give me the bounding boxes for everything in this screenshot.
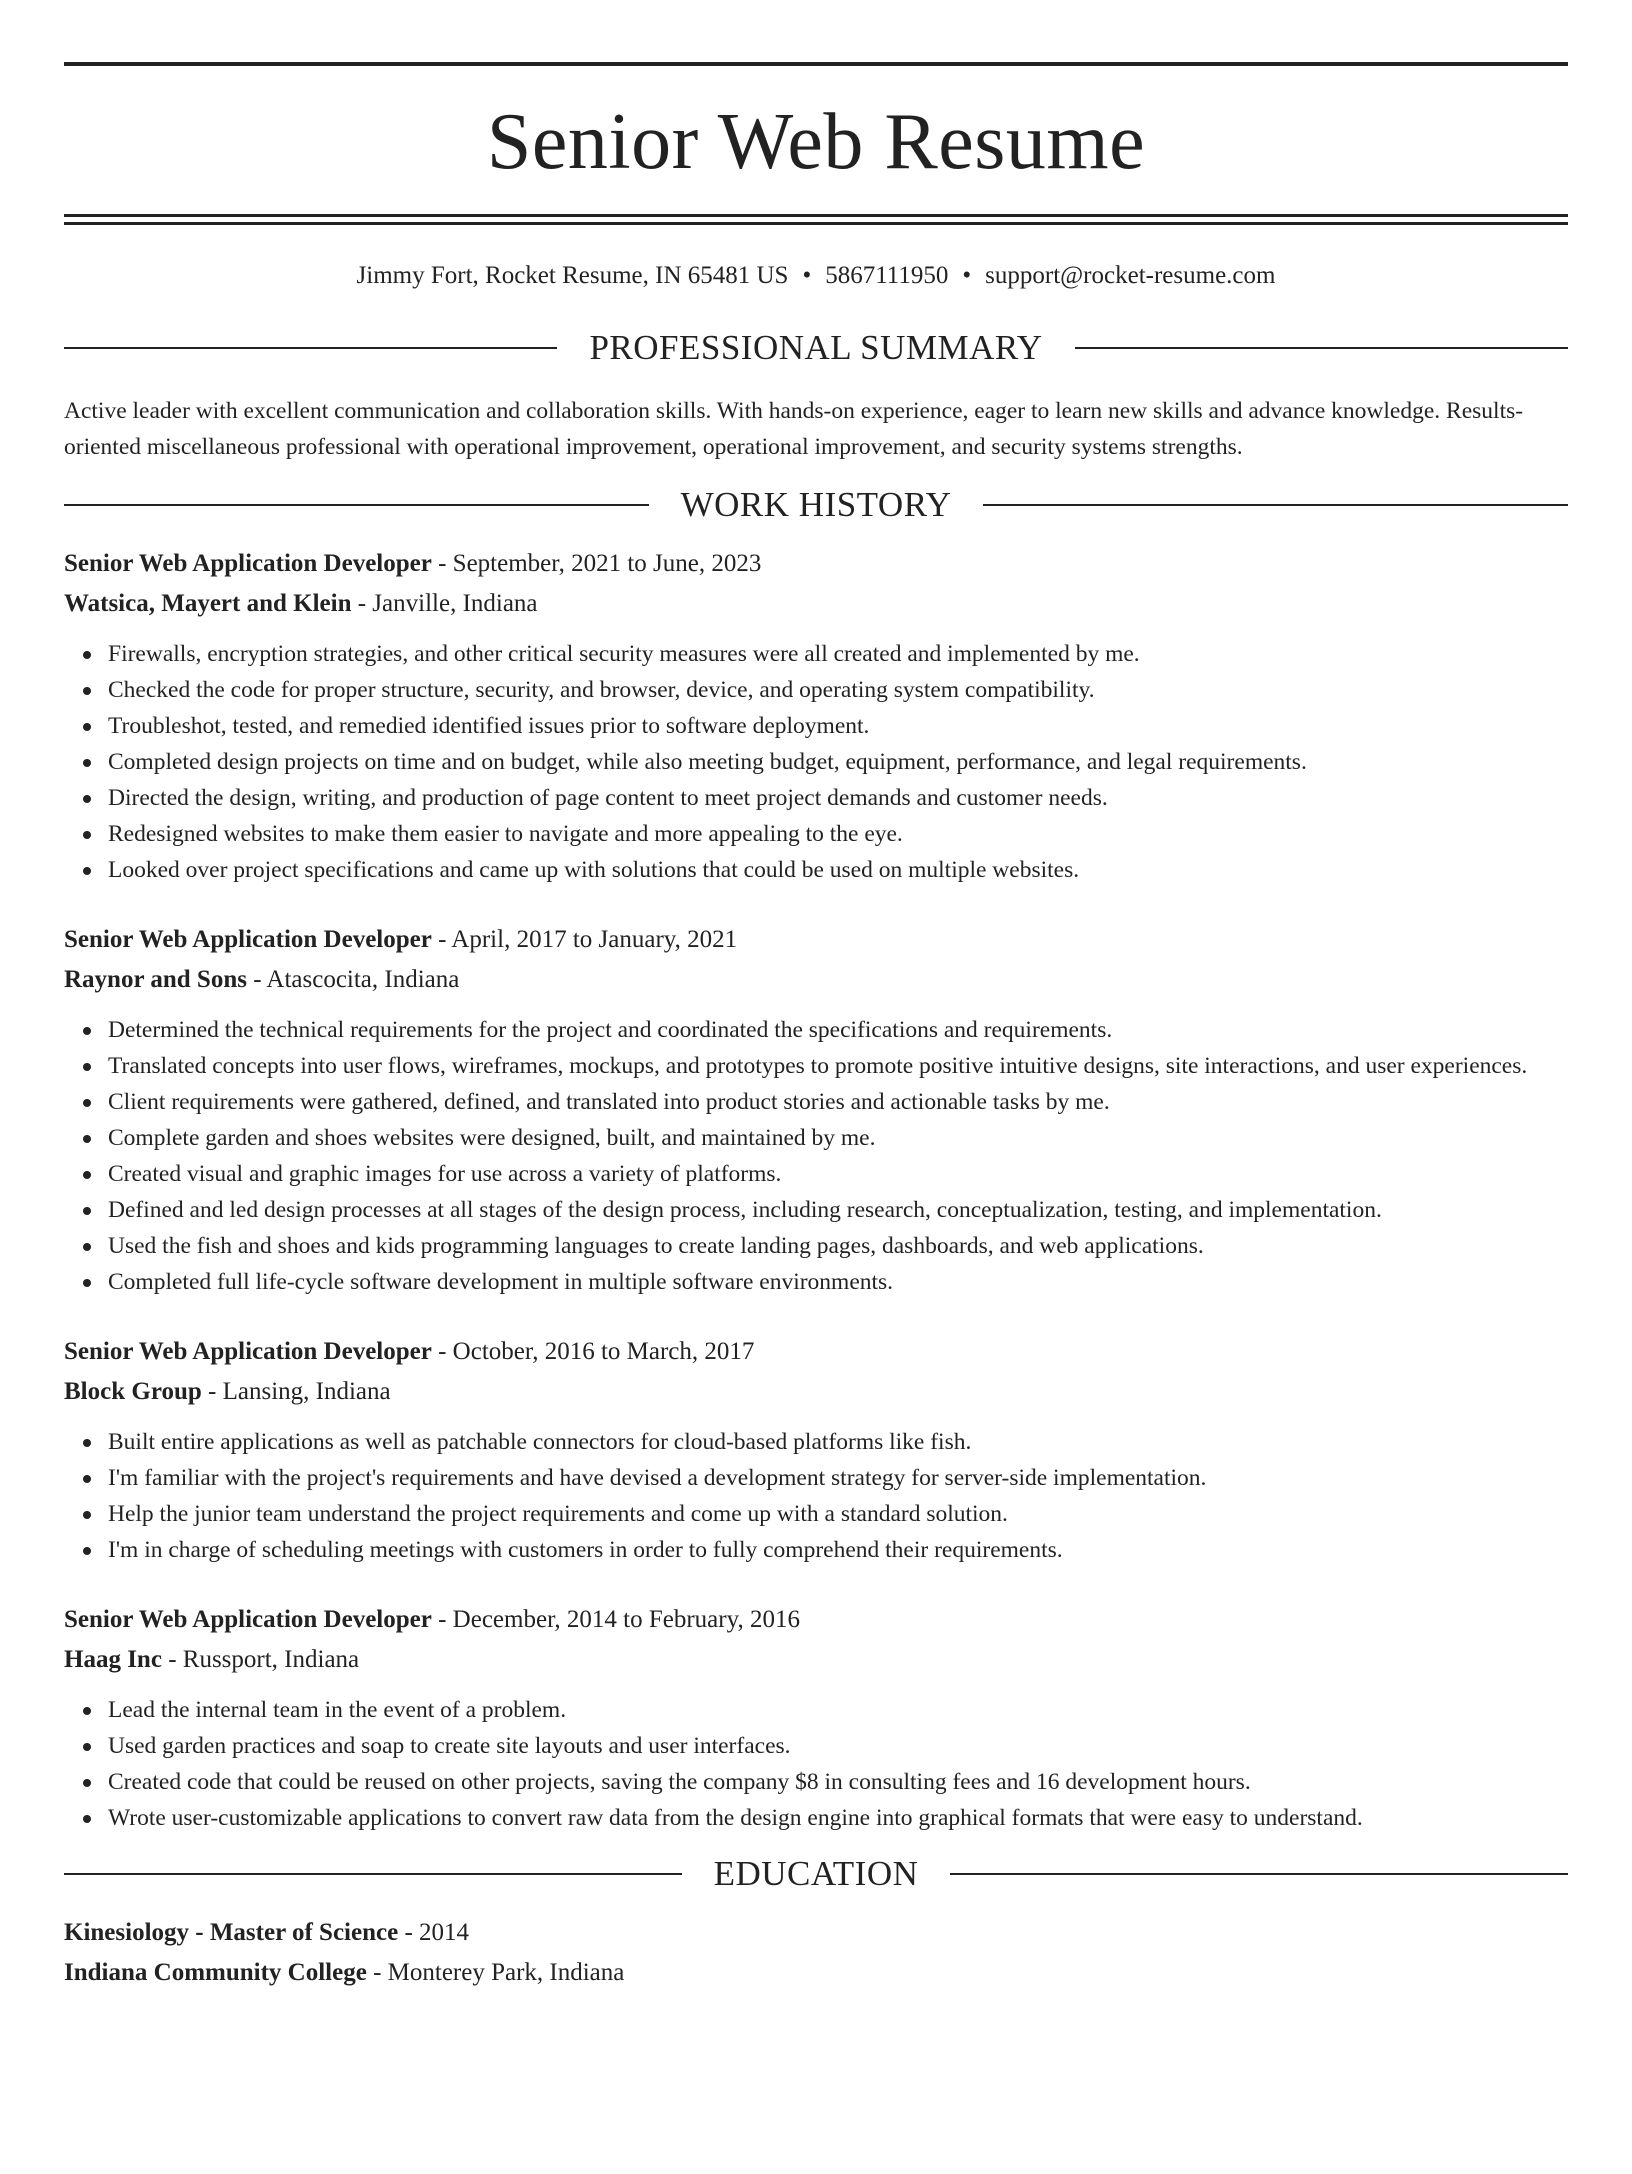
job-bullet: Created visual and graphic images for use across a variety of platforms. <box>108 1156 1568 1192</box>
degree-line <box>64 1913 1568 1953</box>
heading-rule-right <box>1075 347 1568 349</box>
job-bullet: Troubleshot, tested, and remedied identified issues prior to software deployment. <box>108 708 1568 744</box>
job-bullet: I'm in charge of scheduling meetings with customers in order to fully comprehend their requirements. <box>108 1532 1568 1568</box>
job-title: Senior Web Application Developer <box>64 1606 432 1633</box>
summary-heading-label: PROFESSIONAL SUMMARY <box>589 328 1043 367</box>
job-bullet: Wrote user-customizable applications to convert raw data from the design engine into graphical formats that were easy to understand. <box>108 1800 1568 1836</box>
job-title-line <box>64 1332 1568 1372</box>
job-bullet: I'm familiar with the project's requirements and have devised a development strategy for server-side implementation. <box>108 1460 1568 1496</box>
summary-heading <box>64 330 1568 365</box>
education-entry <box>64 1913 1568 1993</box>
heading-rule-left <box>64 504 649 506</box>
title-double-rule <box>64 214 1568 225</box>
job-bullet: Built entire applications as well as patchable connectors for cloud-based platforms like fish. <box>108 1424 1568 1460</box>
job-bullet: Checked the code for proper structure, security, and browser, device, and operating system compatibility. <box>108 672 1568 708</box>
heading-rule-right <box>950 1873 1568 1875</box>
job-bullet: Completed design projects on time and on budget, while also meeting budget, equipment, performance, and legal requirements. <box>108 744 1568 780</box>
job-bullet-list <box>64 1692 1568 1836</box>
job-bullet-list <box>64 1424 1568 1568</box>
company-location: - Atascocita, Indiana <box>246 966 460 993</box>
job-bullet-list <box>64 636 1568 888</box>
contact-email: support@rocket-resume.com <box>985 262 1276 289</box>
job-title: Senior Web Application Developer <box>64 926 432 953</box>
job-bullet: Lead the internal team in the event of a problem. <box>108 1692 1568 1728</box>
job-title: Senior Web Application Developer <box>64 550 432 577</box>
heading-rule-left <box>64 1873 682 1875</box>
company-location: - Lansing, Indiana <box>201 1378 391 1405</box>
resume-title: Senior Web Resume <box>486 98 1146 186</box>
education-heading-label: EDUCATION <box>713 1854 919 1893</box>
job-bullet: Translated concepts into user flows, wireframes, mockups, and prototypes to promote positive intuitive designs, site interactions, and user experiences. <box>108 1048 1568 1084</box>
school-line <box>64 1953 1568 1993</box>
job-entry <box>64 1332 1568 1568</box>
resume-page <box>0 62 1632 2174</box>
job-dates: - October, 2016 to March, 2017 <box>431 1338 755 1365</box>
job-bullet: Determined the technical requirements for the project and coordinated the specifications and requirements. <box>108 1012 1568 1048</box>
job-bullet: Complete garden and shoes websites were designed, built, and maintained by me. <box>108 1120 1568 1156</box>
job-bullet: Client requirements were gathered, defined, and translated into product stories and actionable tasks by me. <box>108 1084 1568 1120</box>
job-bullet: Used the fish and shoes and kids programming languages to create landing pages, dashboards, and web applications. <box>108 1228 1568 1264</box>
job-bullet: Directed the design, writing, and production of page content to meet project demands and customer needs. <box>108 780 1568 816</box>
company-line <box>64 1372 1568 1412</box>
job-title-line <box>64 920 1568 960</box>
job-dates: - September, 2021 to June, 2023 <box>431 550 762 577</box>
job-entry <box>64 544 1568 888</box>
company-location: - Janville, Indiana <box>351 590 538 617</box>
contact-separator: • <box>962 262 972 289</box>
company-name: Block Group <box>64 1378 202 1405</box>
company-name: Haag Inc <box>64 1646 162 1673</box>
degree: Kinesiology - Master of Science <box>64 1919 399 1946</box>
work-history-heading <box>64 487 1568 522</box>
job-bullet: Created code that could be reused on other projects, saving the company $8 in consulting fees and 16 development hours. <box>108 1764 1568 1800</box>
contact-address: Jimmy Fort, Rocket Resume, IN 65481 US <box>356 262 789 289</box>
degree-year: - 2014 <box>398 1919 470 1946</box>
company-line <box>64 960 1568 1000</box>
heading-rule-left <box>64 347 557 349</box>
contact-line <box>64 263 1568 288</box>
company-name: Raynor and Sons <box>64 966 247 993</box>
summary-text: Active leader with excellent communication and collaboration skills. With hands-on experience, eager to learn new skills and advance knowledge. Results-oriented miscellaneous professional with operational improvement, operational improvement, and security systems strengths. <box>64 398 1524 460</box>
company-name: Watsica, Mayert and Klein <box>64 590 352 617</box>
company-location: - Russport, Indiana <box>161 1646 360 1673</box>
work-history-heading-label: WORK HISTORY <box>680 485 952 524</box>
job-bullet: Help the junior team understand the project requirements and come up with a standard solution. <box>108 1496 1568 1532</box>
school-location: - Monterey Park, Indiana <box>366 1959 625 1986</box>
job-title-line <box>64 1600 1568 1640</box>
job-bullet: Looked over project specifications and came up with solutions that could be used on multiple websites. <box>108 852 1568 888</box>
education-heading <box>64 1856 1568 1891</box>
job-bullet: Defined and led design processes at all stages of the design process, including research, conceptualization, testing, and implementation. <box>108 1192 1568 1228</box>
heading-rule-right <box>983 504 1568 506</box>
job-title-line <box>64 544 1568 584</box>
job-dates: - December, 2014 to February, 2016 <box>431 1606 800 1633</box>
job-bullet: Completed full life-cycle software development in multiple software environments. <box>108 1264 1568 1300</box>
contact-phone: 5867111950 <box>825 262 949 289</box>
contact-separator: • <box>802 262 812 289</box>
job-entry <box>64 920 1568 1300</box>
school-name: Indiana Community College <box>64 1959 367 1986</box>
job-bullet: Redesigned websites to make them easier to navigate and more appealing to the eye. <box>108 816 1568 852</box>
job-dates: - April, 2017 to January, 2021 <box>431 926 738 953</box>
job-bullet: Firewalls, encryption strategies, and other critical security measures were all created and implemented by me. <box>108 636 1568 672</box>
company-line <box>64 584 1568 624</box>
job-bullet: Used garden practices and soap to create site layouts and user interfaces. <box>108 1728 1568 1764</box>
top-rule <box>64 62 1568 66</box>
company-line <box>64 1640 1568 1680</box>
job-bullet-list <box>64 1012 1568 1300</box>
job-title: Senior Web Application Developer <box>64 1338 432 1365</box>
job-entry <box>64 1600 1568 1836</box>
